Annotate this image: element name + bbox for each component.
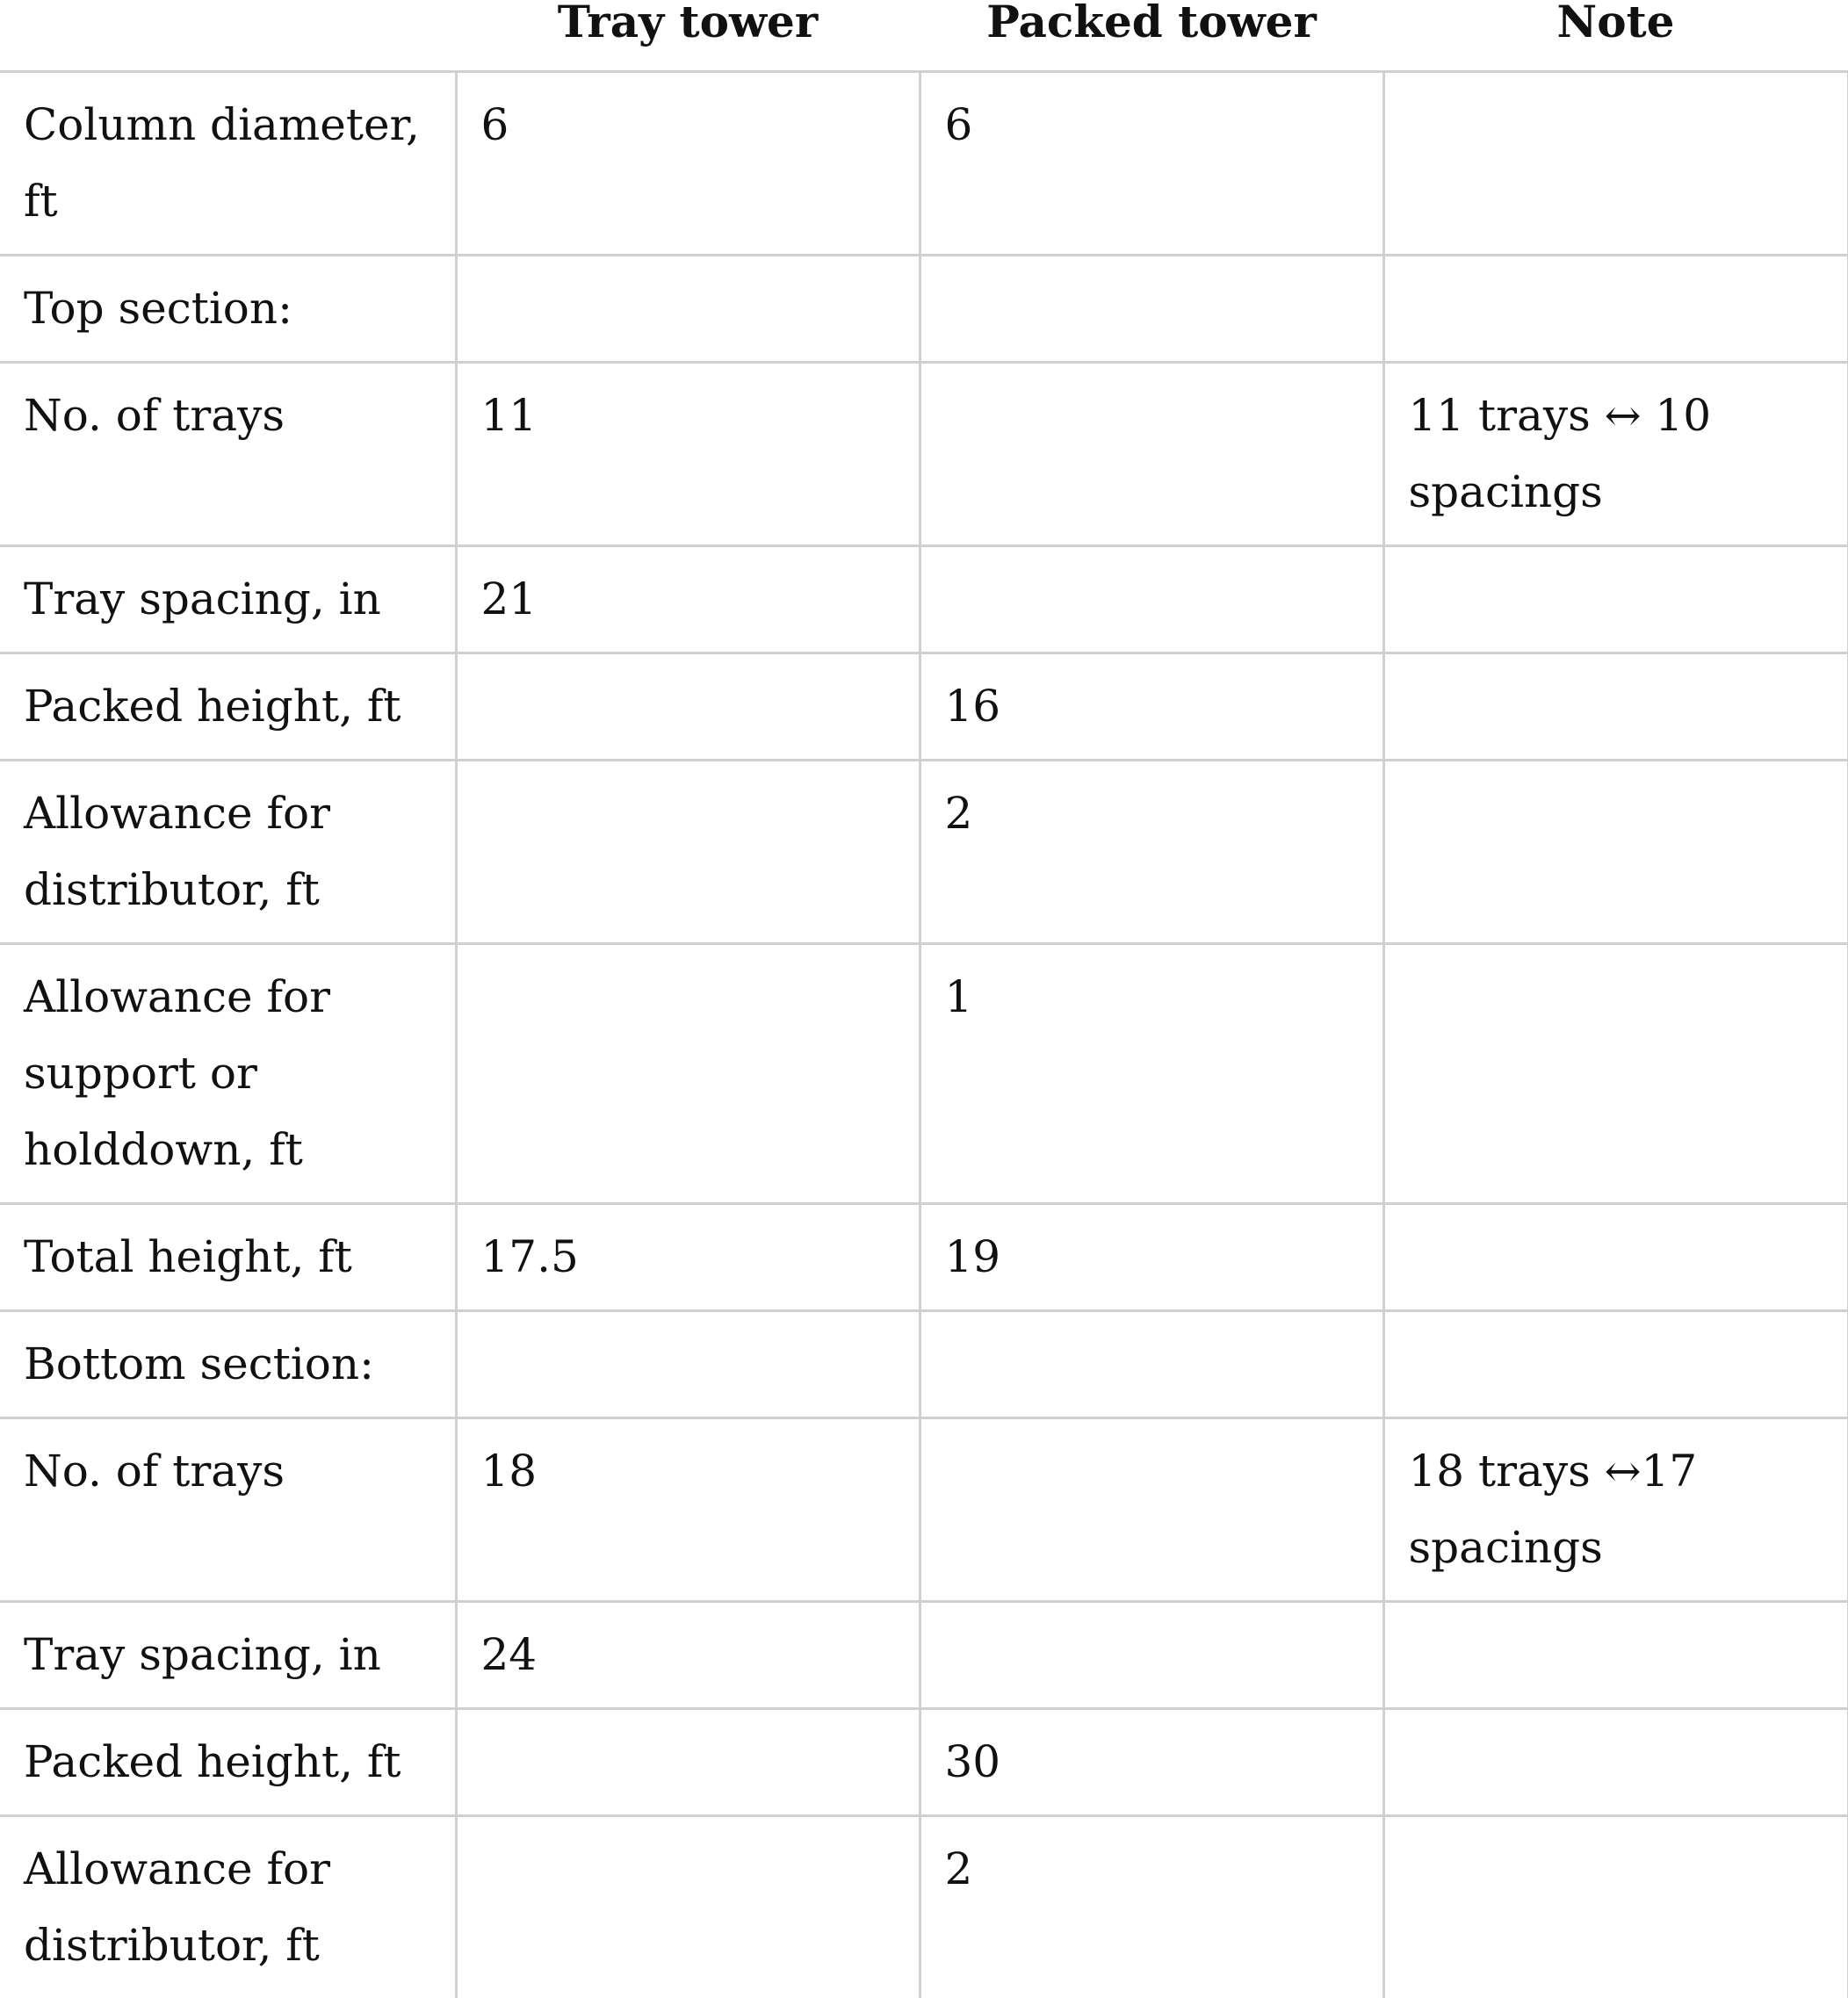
row-label: Packed height, ft: [0, 653, 456, 761]
note-value: [1383, 1204, 1848, 1311]
packed-value: 6: [920, 72, 1383, 256]
tray-value: [456, 944, 920, 1204]
header-row: [0, 0, 1848, 72]
table-row: [0, 256, 1848, 363]
row-label: Tray spacing, in: [0, 1602, 456, 1709]
note-value: 18 trays ↔17 spacings: [1383, 1418, 1848, 1602]
row-label: Allowance for distributor, ft: [0, 1816, 456, 1998]
tray-value: [456, 1816, 920, 1998]
note-value: 11 trays ↔ 10 spacings: [1383, 363, 1848, 546]
packed-value: 1: [920, 944, 1383, 1204]
tray-value: 6: [456, 72, 920, 256]
tray-value: [456, 653, 920, 761]
table-row: [0, 1418, 1848, 1602]
row-label: Bottom section:: [0, 1311, 456, 1418]
note-value: [1383, 1816, 1848, 1998]
table-row: [0, 546, 1848, 653]
table-row: [0, 1204, 1848, 1311]
note-value: [1383, 72, 1848, 256]
table-row: [0, 363, 1848, 546]
tray-value: 24: [456, 1602, 920, 1709]
tray-value: [456, 256, 920, 363]
tray-value: [456, 1709, 920, 1816]
header-packed-tower: Packed tower: [920, 0, 1383, 72]
note-value: [1383, 653, 1848, 761]
table-row: [0, 944, 1848, 1204]
table-row: [0, 761, 1848, 944]
packed-value: [920, 1418, 1383, 1602]
header-tray-tower: Tray tower: [456, 0, 920, 72]
note-value: [1383, 944, 1848, 1204]
tray-value: [456, 1311, 920, 1418]
packed-value: 2: [920, 761, 1383, 944]
row-label: No. of trays: [0, 1418, 456, 1602]
packed-value: 30: [920, 1709, 1383, 1816]
note-value: [1383, 1709, 1848, 1816]
packed-value: 2: [920, 1816, 1383, 1998]
header-empty: [0, 0, 456, 72]
note-value: [1383, 256, 1848, 363]
packed-value: [920, 1311, 1383, 1418]
note-value: [1383, 1602, 1848, 1709]
packed-value: 16: [920, 653, 1383, 761]
tray-value: 21: [456, 546, 920, 653]
packed-value: [920, 1602, 1383, 1709]
tray-value: 18: [456, 1418, 920, 1602]
tray-value: 17.5: [456, 1204, 920, 1311]
tray-value: [456, 761, 920, 944]
packed-value: [920, 546, 1383, 653]
header-note: Note: [1383, 0, 1848, 72]
table-row: [0, 1311, 1848, 1418]
packed-value: [920, 256, 1383, 363]
row-label: Tray spacing, in: [0, 546, 456, 653]
note-value: [1383, 761, 1848, 944]
row-label: Packed height, ft: [0, 1709, 456, 1816]
row-label: Column diameter, ft: [0, 72, 456, 256]
row-label: Allowance for distributor, ft: [0, 761, 456, 944]
table-row: [0, 1602, 1848, 1709]
row-label: Total height, ft: [0, 1204, 456, 1311]
table-row: [0, 1709, 1848, 1816]
table-row: [0, 1816, 1848, 1998]
table-row: [0, 72, 1848, 256]
packed-value: [920, 363, 1383, 546]
note-value: [1383, 546, 1848, 653]
row-label: Top section:: [0, 256, 456, 363]
row-label: No. of trays: [0, 363, 456, 546]
table-row: [0, 653, 1848, 761]
row-label: Allowance for support or holddown, ft: [0, 944, 456, 1204]
packed-value: 19: [920, 1204, 1383, 1311]
tray-value: 11: [456, 363, 920, 546]
note-value: [1383, 1311, 1848, 1418]
